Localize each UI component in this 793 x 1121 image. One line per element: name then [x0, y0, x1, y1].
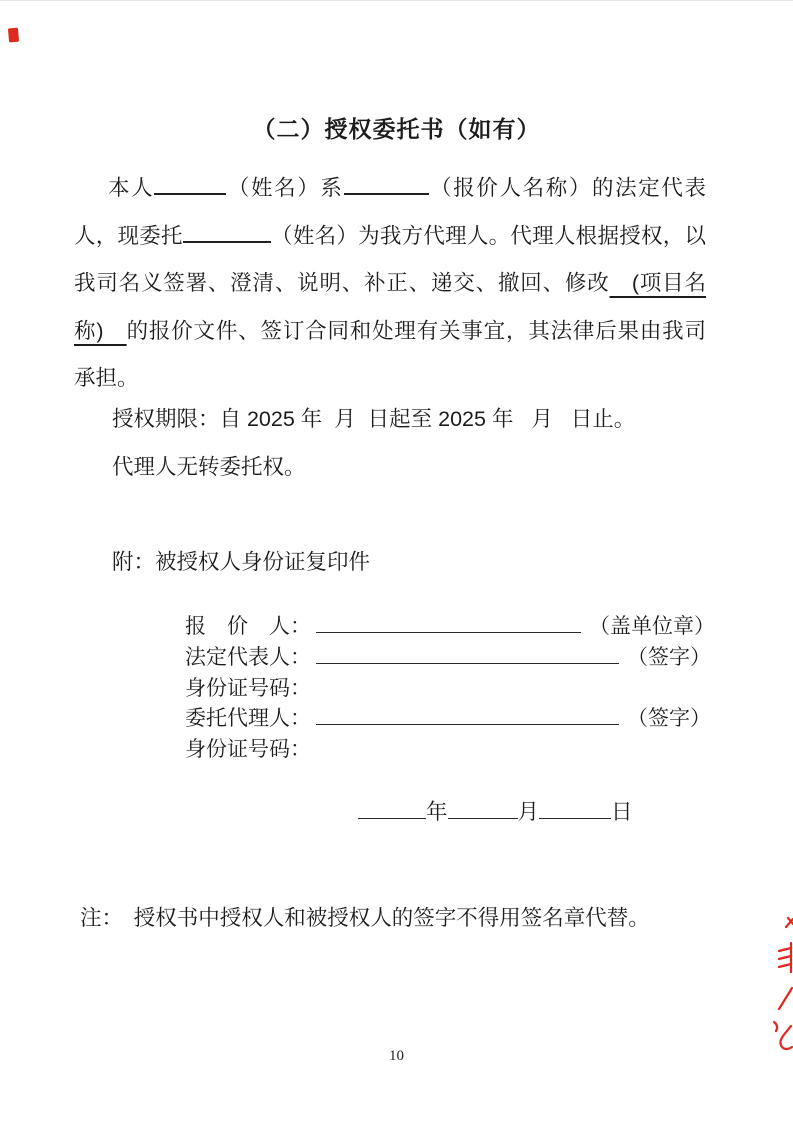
- para-line-3: [74, 260, 706, 308]
- para-line-2-text-b: （姓名）为我方代理人。代理人根据授权，以: [270, 223, 706, 248]
- para-line-1-text-a: 本人: [108, 176, 155, 200]
- sign-note: （签字）: [627, 645, 711, 669]
- signature-row-legal-rep: [185, 643, 715, 674]
- para-line-4: [74, 308, 706, 356]
- date-blank-month: [448, 818, 518, 819]
- date-line: [358, 795, 633, 826]
- signature-row-agent: [185, 704, 715, 735]
- signature-row-bidder: [185, 612, 715, 643]
- no-subdelegation-line: 代理人无转委托权。: [112, 454, 306, 479]
- id-number-label: 身份证号码：: [185, 676, 311, 700]
- sign-note: （签字）: [627, 707, 711, 731]
- signature-line: [316, 724, 619, 725]
- para-line-4-text: 的报价文件、签订合同和处理有关事宜，其法律后果由我司: [126, 318, 706, 343]
- project-name-underline-start: (项目名: [609, 271, 706, 296]
- para-line-5: 承担。: [74, 366, 139, 391]
- document-title: （二）授权委托书（如有）: [252, 116, 541, 142]
- day-label: 日: [611, 800, 633, 824]
- attachment-line: 附：被授权人身份证复印件: [112, 550, 371, 574]
- blank-line: [344, 193, 429, 195]
- para-line-2: [74, 213, 706, 261]
- date-blank-year: [358, 818, 426, 819]
- blank-line: [154, 193, 226, 195]
- red-ink-mark-top-left-icon: [6, 26, 22, 46]
- page-number: 10: [389, 1048, 404, 1064]
- id-number-label: 身份证号码：: [185, 738, 311, 762]
- signature-row-id-number-2: [185, 735, 715, 766]
- signature-block: [185, 612, 715, 766]
- blank-line: [183, 241, 271, 243]
- month-label: 月: [517, 800, 540, 824]
- signature-row-id-number-1: [185, 674, 715, 705]
- bottom-note: 注： 授权书中授权人和被授权人的签字不得用签名章代替。: [80, 906, 650, 930]
- page-top-edge: [0, 0, 793, 1]
- seal-note: （盖单位章）: [589, 615, 715, 638]
- para-line-1: [74, 165, 706, 213]
- project-name-underline-end: 称): [74, 318, 127, 343]
- signature-line: [316, 632, 581, 633]
- authorization-period-line: 授权期限：自 2025 年 月 日起至 2025 年 月 日止。: [112, 407, 636, 431]
- para-line-3-text: 我司名义签署、澄清、说明、补正、递交、撤回、修改: [74, 271, 610, 296]
- para-line-1-text-b: （姓名）系: [226, 176, 344, 200]
- date-blank-day: [539, 818, 611, 819]
- year-label: 年: [426, 800, 448, 824]
- body-paragraph: [74, 165, 706, 403]
- bidder-label: 报 价 人：: [185, 615, 311, 638]
- legal-rep-label: 法定代表人：: [185, 645, 311, 669]
- agent-label: 委托代理人：: [185, 707, 311, 731]
- para-line-1-text-c: （报价人名称）的法定代表: [428, 176, 706, 200]
- authorization-section: [74, 396, 734, 491]
- signature-line: [316, 663, 619, 664]
- red-ink-marks-right-icon: [766, 916, 793, 1054]
- para-line-2-text-a: 人，现委托: [74, 223, 183, 248]
